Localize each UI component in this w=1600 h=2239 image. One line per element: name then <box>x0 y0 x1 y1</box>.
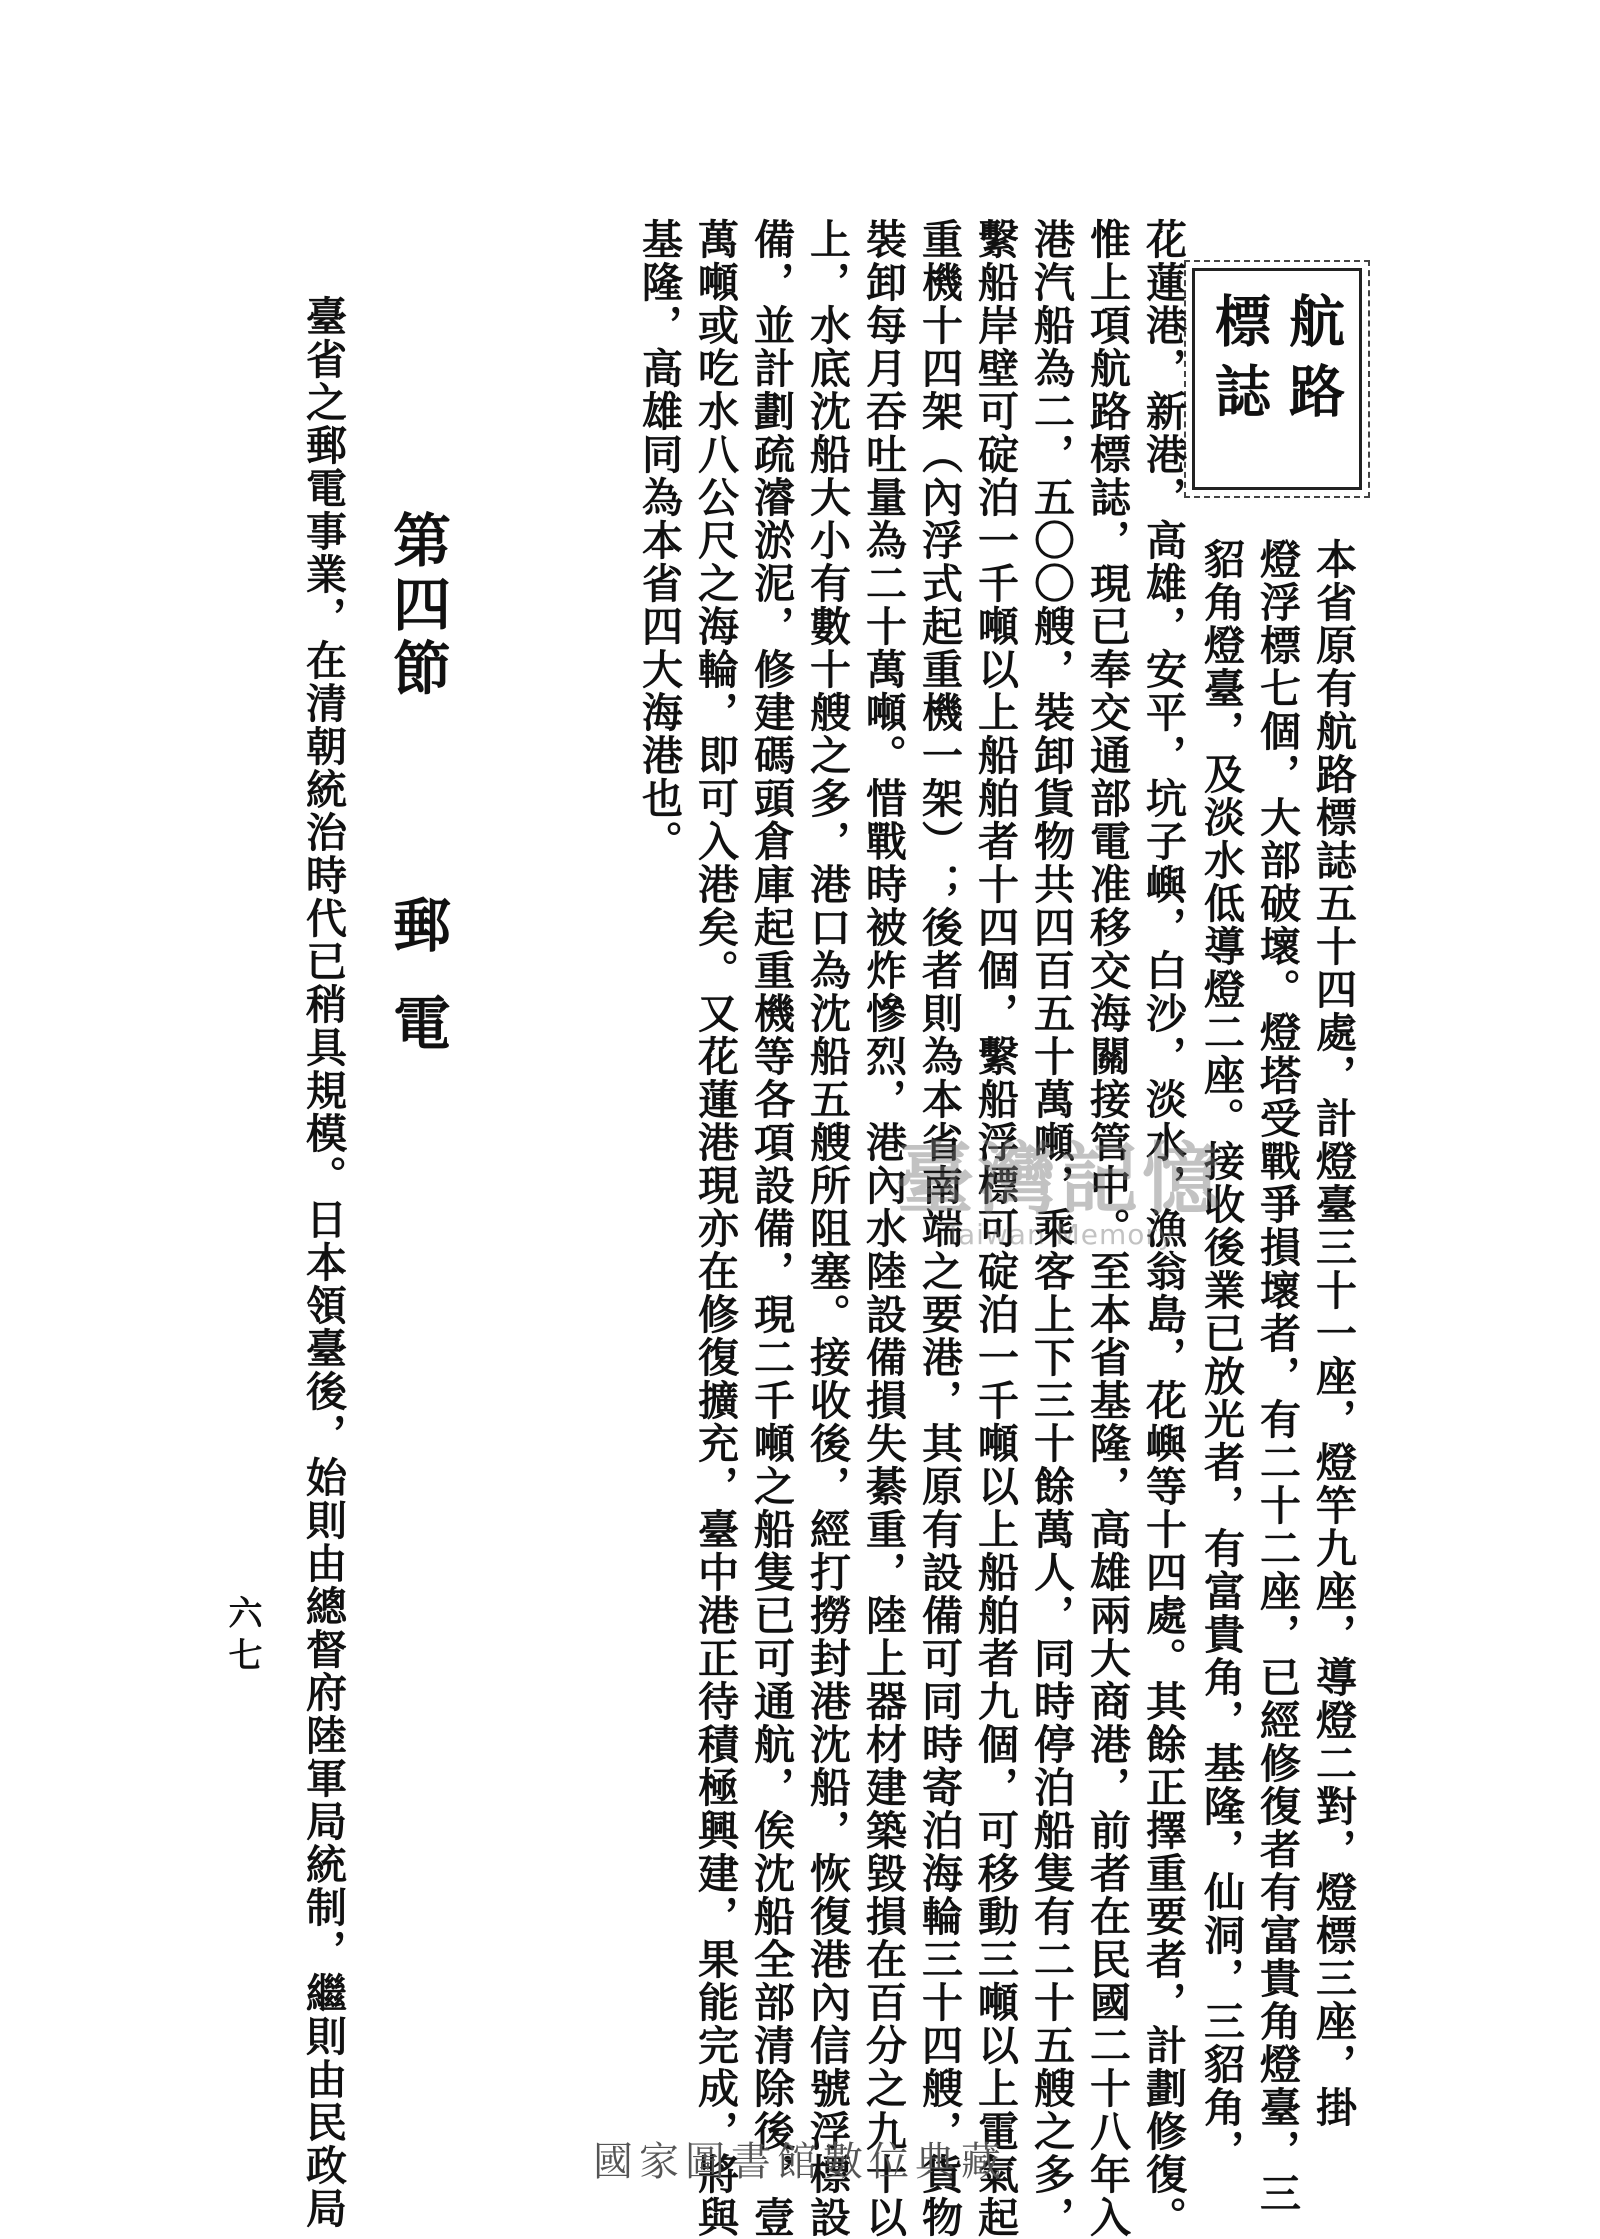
text-column: 貂角燈臺，及淡水低導燈二座。接收後業已放光者，有富貴角，基隆，仙洞，三貂角， <box>1197 538 1245 2172</box>
text-column: 港汽船為二，五〇〇艘，裝卸貨物共四百五十萬噸，乘客上下三十餘萬人，同時停泊船隻有二十五艘之多， <box>1027 218 1075 2239</box>
text-column: 花蓮港，新港，高雄，安平，坑子嶼，白沙，淡水，漁翁島，花嶼等十四處。其餘正擇重要者，計劃修復。 <box>1139 218 1187 2239</box>
text-column: 萬噸或吃水八公尺之海輪，即可入港矣。又花蓮港現亦在修復擴充，臺中港正待積極興建，果能完成，將與 <box>691 218 739 2239</box>
page-number: 六七 <box>222 1595 262 1679</box>
text-column: 基隆，高雄同為本省四大海港也。 <box>635 218 683 863</box>
watermark <box>850 1134 1270 1260</box>
text-column: 臺省之郵電事業，在清朝統治時代已稍具規模。日本領臺後，始則由總督府陸軍局統制，繼則由民政局 <box>299 295 347 2230</box>
text-column: 惟上項航路標誌，現已奉交通部電准移交海關接管中。至本省基隆，高雄兩大商港，前者在民國二十八年入 <box>1083 218 1131 2239</box>
section-name: 郵電 <box>383 895 451 1091</box>
section-number: 第四節 <box>383 510 451 702</box>
text-column: 燈浮標七個，大部破壞。燈塔受戰爭損壞者，有二十二座，已經修復者有富貴角燈臺，三 <box>1253 538 1301 2215</box>
text-column: 繫船岸壁可碇泊一千噸以上船舶者十四個，繫船浮標可碇泊一千噸以上船舶者九個，可移動三噸以上電氣起 <box>971 218 1019 2239</box>
watermark-logo: 臺灣記憶 <box>895 1134 1224 1225</box>
section-heading: 航路 標誌 <box>1206 292 1346 432</box>
text-column: 重機十四架（內浮式起重機一架）；後者則為本省南端之要港，其原有設備可同時寄泊海輪三十四艘，貨物 <box>915 218 963 2239</box>
text-column: 裝卸每月吞吐量為二十萬噸。惜戰時被炸慘烈，港內水陸設備損失綦重，陸上器材建築毀損在百分之九十以 <box>859 218 907 2239</box>
text-column: 本省原有航路標誌五十四處，計燈臺三十一座，燈竿九座，導燈二對，燈標三座，掛 <box>1309 538 1357 2129</box>
text-column: 上，水底沈船大小有數十艘之多，港口為沈船五艘所阻塞。接收後，經打撈封港沈船，恢復港內信號浮標設 <box>803 218 851 2239</box>
footer-caption: 國家圖書館數位典藏 <box>593 2139 1007 2185</box>
text-column: 備，並計劃疏濬淤泥，修建碼頭倉庫起重機等各項設備，現二千噸之船隻已可通航，俟沈船全部清除後，壹 <box>747 218 795 2239</box>
watermark-subtitle: Taiwan Memory <box>944 1218 1176 1251</box>
